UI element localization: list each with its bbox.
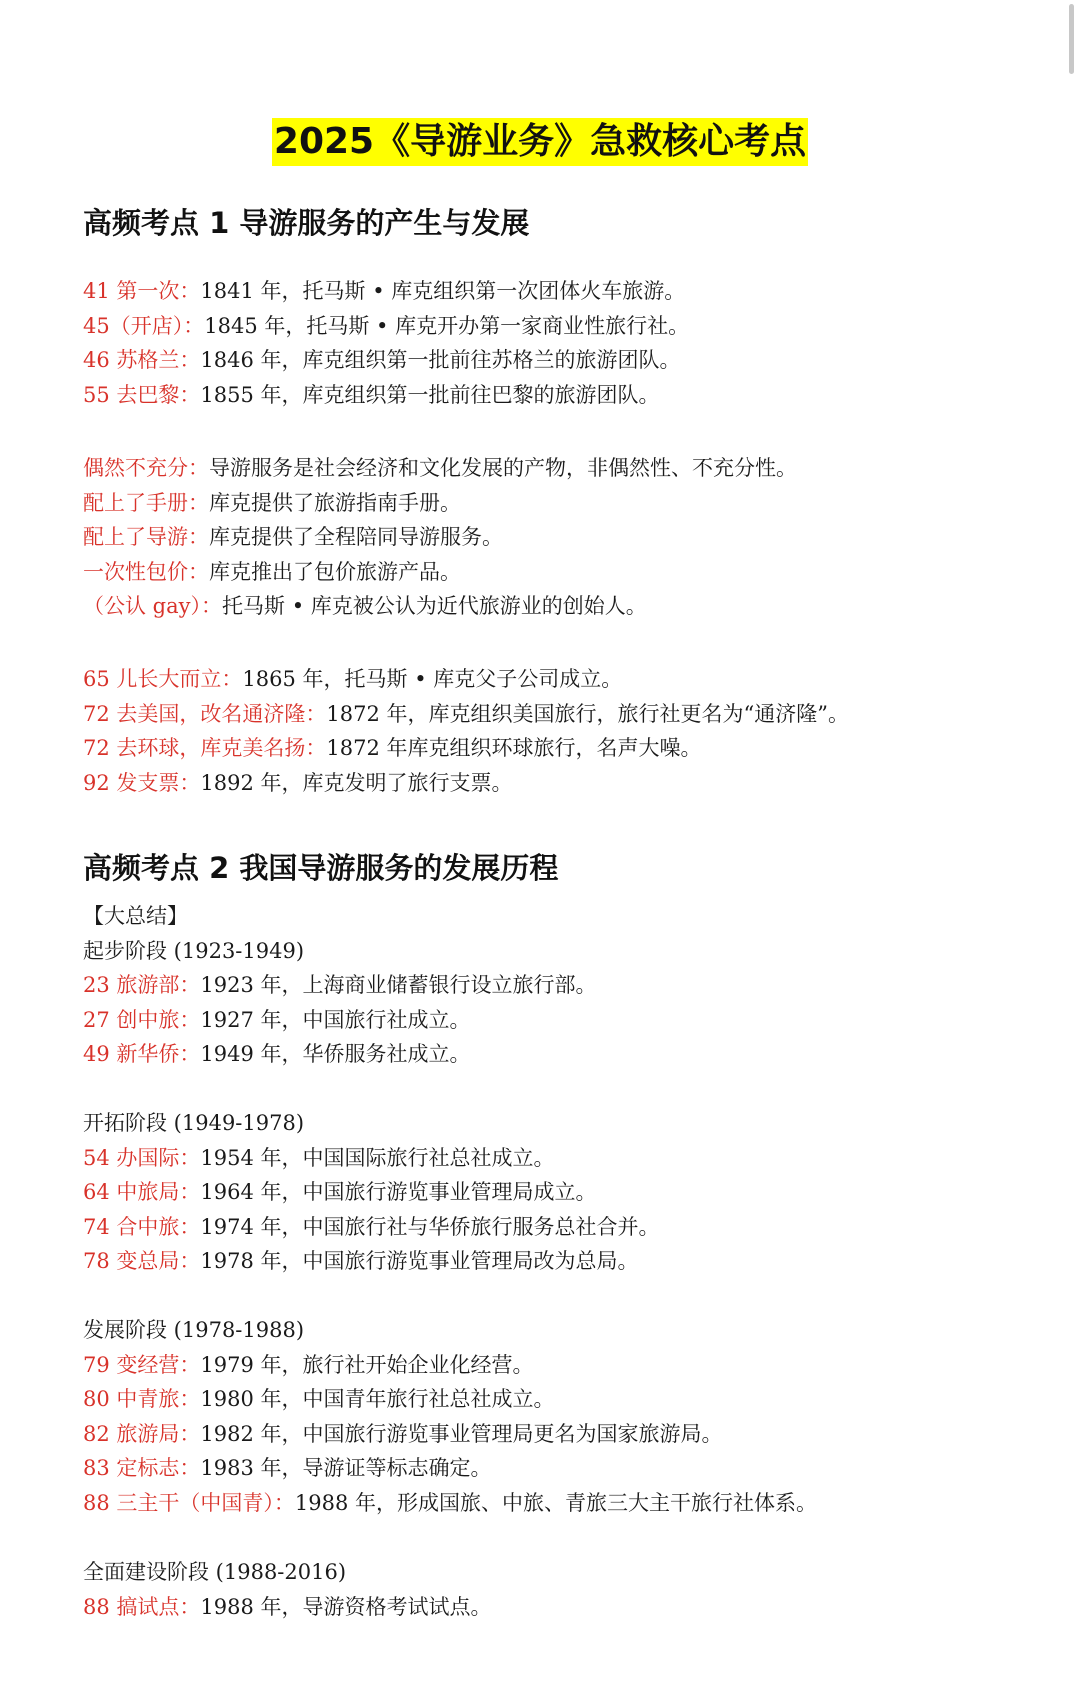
fact-key: 64 中旅局： — [83, 1180, 201, 1205]
fact-key: 72 去环球，库克美名扬： — [83, 736, 327, 761]
fact-key: 92 发支票： — [83, 770, 201, 795]
fact-key: 55 去巴黎： — [83, 382, 201, 407]
fact-line — [83, 555, 1043, 590]
fact-text: 1845 年，托马斯 • 库克开办第一家商业性旅行社。 — [204, 313, 690, 338]
fact-key: 79 变经营： — [83, 1352, 201, 1377]
fact-key: 74 合中旅： — [83, 1214, 201, 1239]
title-wrapper — [0, 118, 1080, 166]
fact-key: 一次性包价： — [83, 559, 209, 584]
fact-text: 1982 年，中国旅行游览事业管理局更名为国家旅游局。 — [200, 1421, 723, 1446]
fact-text: 1949 年，华侨服务社成立。 — [200, 1042, 471, 1067]
fact-key: 49 新华侨： — [83, 1042, 201, 1067]
fact-key: 78 变总局： — [83, 1249, 201, 1274]
fact-text: 1865 年，托马斯 • 库克父子公司成立。 — [242, 667, 623, 691]
fact-line — [83, 1003, 1043, 1038]
fact-line — [83, 309, 1043, 344]
section-1-heading: 高频考点 1 导游服务的产生与发展 — [83, 206, 530, 240]
fact-key: 23 旅游部： — [83, 973, 201, 998]
stage-title: 全面建设阶段 (1988-2016) — [83, 1560, 347, 1584]
fact-line — [83, 1210, 1043, 1245]
fact-line — [83, 1417, 1043, 1452]
fact-key: （公认 gay）： — [83, 594, 223, 619]
fact-text: 1927 年，中国旅行社成立。 — [200, 1007, 471, 1032]
fact-line — [83, 1037, 1043, 1072]
fact-line — [83, 343, 1043, 378]
fact-line — [83, 968, 1043, 1003]
fact-key: 88 搞试点： — [83, 1594, 201, 1619]
fact-key: 82 旅游局： — [83, 1421, 201, 1446]
fact-line — [83, 1590, 1043, 1625]
stage-title: 发展阶段 (1978-1988) — [83, 1318, 305, 1342]
section-1-group-3 — [83, 662, 1043, 800]
stage-title: 起步阶段 (1923-1949) — [83, 938, 305, 963]
fact-key: 配上了手册： — [83, 490, 209, 515]
fact-text: 1988 年，导游资格考试试点。 — [200, 1594, 492, 1619]
section-2-stage-1 — [83, 899, 1043, 1072]
fact-text: 1841 年，托马斯 • 库克组织第一次团体火车旅游。 — [200, 279, 686, 303]
fact-key: 54 办国际： — [83, 1145, 201, 1170]
summary-label: 【大总结】 — [83, 904, 188, 928]
fact-line — [83, 274, 1043, 309]
fact-text: 库克推出了包价旅游产品。 — [209, 559, 461, 584]
fact-text: 1892 年，库克发明了旅行支票。 — [200, 770, 513, 795]
fact-line — [83, 486, 1043, 521]
fact-text: 导游服务是社会经济和文化发展的产物，非偶然性、不充分性。 — [209, 456, 797, 480]
section-2-stage-2 — [83, 1106, 1043, 1279]
fact-text: 1872 年，库克组织美国旅行，旅行社更名为“通济隆”。 — [326, 701, 849, 726]
fact-line — [83, 520, 1043, 555]
section-2-heading: 高频考点 2 我国导游服务的发展历程 — [83, 851, 559, 885]
fact-key: 65 儿长大而立： — [83, 667, 243, 691]
fact-line — [83, 451, 1043, 486]
fact-line — [83, 731, 1043, 766]
fact-line — [83, 662, 1043, 697]
fact-line — [83, 1486, 1043, 1521]
fact-key: 41 第一次： — [83, 279, 201, 303]
fact-key: 偶然不充分： — [83, 456, 209, 480]
fact-key: 83 定标志： — [83, 1456, 201, 1481]
fact-line — [83, 1141, 1043, 1176]
fact-line — [83, 589, 1043, 624]
scrollbar-thumb[interactable] — [1069, 4, 1074, 74]
fact-key: 72 去美国，改名通济隆： — [83, 701, 327, 726]
fact-text: 1979 年，旅行社开始企业化经营。 — [200, 1352, 534, 1377]
fact-text: 1872 年库克组织环球旅行，名声大噪。 — [326, 736, 702, 761]
fact-key: 46 苏格兰： — [83, 348, 201, 373]
fact-text: 1983 年，导游证等标志确定。 — [200, 1456, 492, 1481]
document-title: 2025《导游业务》急救核心考点 — [272, 118, 808, 166]
fact-key: 88 三主干（中国青）： — [83, 1490, 295, 1515]
section-1-group-1 — [83, 274, 1043, 412]
fact-line — [83, 697, 1043, 732]
fact-line — [83, 1244, 1043, 1279]
fact-line — [83, 378, 1043, 413]
fact-key: 配上了导游： — [83, 525, 209, 550]
section-2-stage-3 — [83, 1313, 1043, 1521]
fact-text: 库克提供了旅游指南手册。 — [209, 490, 461, 515]
fact-text: 1964 年，中国旅行游览事业管理局成立。 — [200, 1180, 597, 1205]
fact-text: 1855 年，库克组织第一批前往巴黎的旅游团队。 — [200, 382, 660, 407]
fact-line — [83, 1451, 1043, 1486]
fact-text: 托马斯 • 库克被公认为近代旅游业的创始人。 — [222, 594, 647, 619]
fact-text: 1974 年，中国旅行社与华侨旅行服务总社合并。 — [200, 1214, 660, 1239]
fact-text: 1923 年，上海商业储蓄银行设立旅行部。 — [200, 973, 597, 998]
section-2-stage-4 — [83, 1555, 1043, 1624]
fact-line — [83, 1382, 1043, 1417]
fact-text: 库克提供了全程陪同导游服务。 — [209, 525, 503, 550]
fact-line — [83, 766, 1043, 801]
fact-key: 27 创中旅： — [83, 1007, 201, 1032]
fact-text: 1980 年，中国青年旅行社总社成立。 — [200, 1387, 555, 1412]
fact-key: 80 中青旅： — [83, 1387, 201, 1412]
fact-line — [83, 1175, 1043, 1210]
stage-title: 开拓阶段 (1949-1978) — [83, 1111, 305, 1135]
fact-line — [83, 1348, 1043, 1383]
fact-text: 1954 年，中国国际旅行社总社成立。 — [200, 1145, 555, 1170]
fact-key: 45（开店）： — [83, 313, 205, 338]
fact-text: 1978 年，中国旅行游览事业管理局改为总局。 — [200, 1249, 639, 1274]
section-1 — [83, 203, 1043, 243]
section-1-group-2 — [83, 451, 1043, 624]
section-2 — [83, 848, 1043, 888]
fact-text: 1846 年，库克组织第一批前往苏格兰的旅游团队。 — [200, 348, 681, 373]
fact-text: 1988 年，形成国旅、中旅、青旅三大主干旅行社体系。 — [294, 1490, 818, 1515]
